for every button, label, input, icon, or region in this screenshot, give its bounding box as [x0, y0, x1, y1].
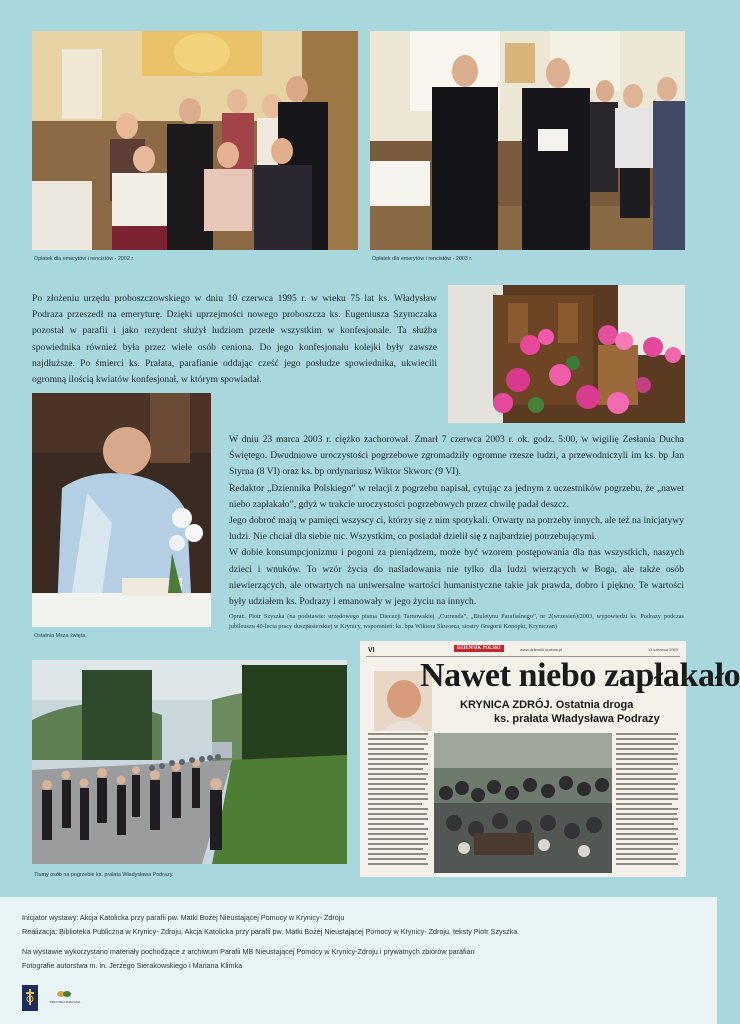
photo-last-mass — [32, 393, 211, 627]
footer-materials: Na wystawie wykorzystano materiały pochodzące z archiwum Parafii MB Nieustającej Pomocy w Krynicy-Zdroju i prywatnych zbiorów parafian — [22, 947, 475, 956]
photo4-caption: Ostatnia Msza święta. — [34, 633, 87, 639]
newspaper-clipping — [360, 641, 740, 877]
clipping-column-left — [368, 733, 430, 873]
clipping-page: VI — [368, 647, 375, 654]
photo-oplatek-2003 — [370, 31, 685, 250]
akcja-katolicka-logo — [22, 985, 38, 1011]
paragraph-dziennik: Redaktor „Dziennika Polskiego” w relacji z pogrzebu napisał, cytując za jednym z uczestników pogrzebu, że „nawet niebo zapłakało”, gdyż w trakcie uroczystości pogrzebowych przez chwilę padał deszcz. — [229, 482, 684, 510]
photo5-caption: Tłumy osób na pogrzebie ks. prałata Władysława Podrazy. — [34, 872, 174, 878]
footer-photos: Fotografie autorstwa m. in. Jerzego Sierakowskiego i Mariana Klimka — [22, 961, 243, 970]
clipping-url: www.dziennik.krakow.pl — [520, 647, 563, 652]
footer — [0, 897, 717, 1024]
photo-funeral-crowd — [32, 660, 347, 864]
library-logo-icon — [56, 989, 72, 999]
footer-initiator: Inicjator wystawy: Akcja Katolicka przy parafii pw. Matki Bożej Nieustającej Pomocy w Krynicy- Zdroju — [22, 913, 345, 922]
paragraph-emerytura: Po złożeniu urzędu proboszczowskiego w dniu 10 czerwca 1995 r. w wieku 75 lat ks. Władysław Podraza przeszedł na emeryturę. Dzięki uprzejmości nowego proboszcza ks. Eugeniusza Szymczaka pozostał w parafii i jako rezydent służył ludziom przede wszystkim w konfesjonale. Ta służba spowiednika również była przez wiele osób ceniona. Do jego konfesjonału kolejki były zawsze najdłuższe. Po śmierci ks. Prałata, parafianie oddając cześć jego posłudze spowiednika, ukwiecili ogromną ilością kwiatów konfesjonał, w którym spowiadał. — [32, 293, 437, 386]
footer-realization: Realizacja: Biblioteka Publiczna w Krynicy- Zdroju, Akcja Katolicka przy parafii pw. Matki Bożej Nieustającej Pomocy w Krynicy- Zdroju, teksty Piotr Szyszka — [22, 927, 518, 936]
clipping-photo — [434, 733, 612, 873]
paragraph-dobroc: Jego dobroć mają w pamięci wszyscy ci, którzy się z nim spotykali. Otwarty na potrzeby innych, ale też na inicjatywy ludzi. Nie chciał dla siebie nic. Wszystkim, co posiadał dzielił się z najbardziej potrzebującymi. — [229, 515, 684, 543]
photo-confessional-flowers — [448, 285, 685, 423]
photo2-caption: Opłatek dla emerytów i rencistów - 2003 r. — [372, 256, 473, 262]
clipping-subhead-2: ks. prałata Władysława Podrazy — [494, 713, 660, 725]
paragraph-death-funeral — [229, 432, 684, 610]
clipping-date: 11 czerwca 2003 — [648, 647, 678, 652]
library-logo-text: BIBLIOTEKA PUBLICZNA — [50, 1001, 81, 1004]
photo1-caption: Opłatek dla emerytów i rencistów - 2002 r. — [34, 256, 135, 262]
clipping-masthead: DZIENNIK POLSKI — [454, 645, 504, 652]
clipping-headline: Nawet niebo zapłakało — [420, 657, 740, 694]
clipping-subhead-1: KRYNICA ZDRÓJ. Ostatnia droga — [460, 699, 634, 711]
source-credit: Oprac. Piotr Szyszka (na podstawie: urzędowego pisma Diecezji Tarnowskiej „Currenda”, „Biuletynu Parafialnego”, nr 2(wrzesień)/2003, wypowiedzi ks. Podrazy podczas jubileuszu 40-lecia pracy duszpasterskiej w Krynicy, wspomnień: ks. bpa Wiktora Skworca, siostry Gregorii Konopki, Kryniczan) — [229, 613, 684, 630]
paragraph-death: W dniu 23 marca 2003 r. ciężko zachorował. Zmarł 7 czerwca 2003 r. ok. godz. 5:00, w wigilię Zesłania Ducha Świętego. Dwudniowe uroczystości pogrzebowe zgromadziły ogromne rzesze ludzi, a przewodniczyli im ks. bp Jan Styrna (8 VI) oraz ks. bp ordynariusz Wiktor Skworc (9 VI). — [229, 434, 684, 478]
paragraph-wzor: W dobie konsumpcjonizmu i pogoni za pieniądzem, może być wzorem postępowania dla nas wszystkich, naszych dzieci i wnuków. To wzór życia do naśladowania nie tylko dla ludzi wierzących w Boga, ale także osób niewierzących, ale otwartych na uniwersalne wartości humanistyczne takie jak prawda, dobro i piękno. Te wartości były udziałem ks. Podrazy i emanowały w jego życiu na innych. — [229, 547, 684, 608]
photo-oplatek-2002 — [32, 31, 358, 250]
clipping-column-right — [616, 733, 680, 873]
